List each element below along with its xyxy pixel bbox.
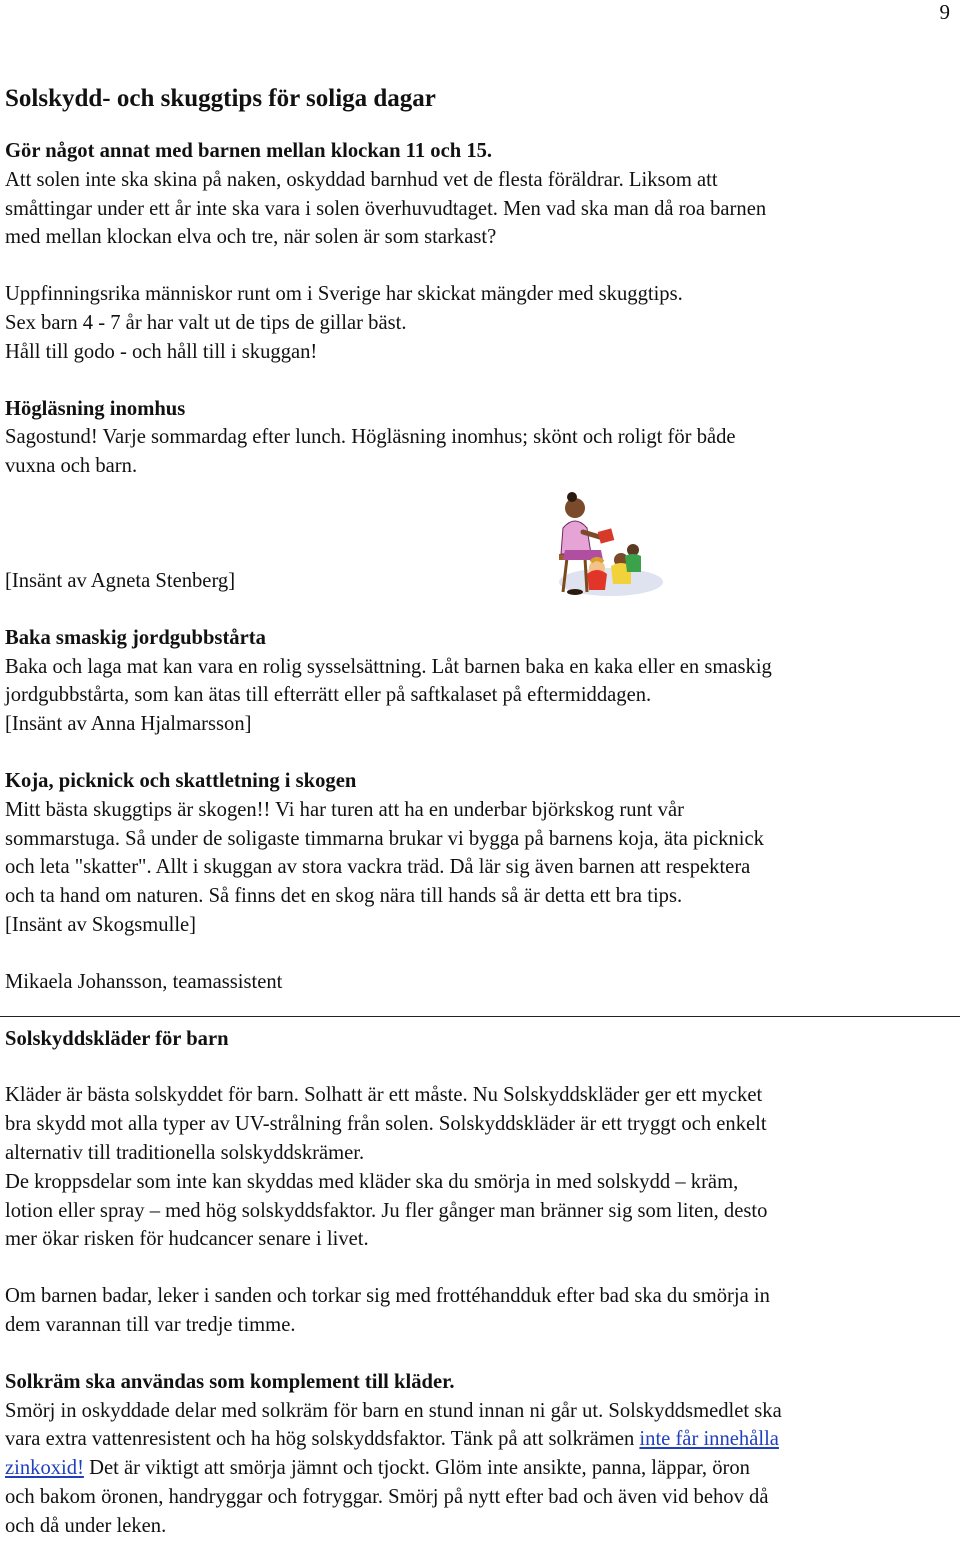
reading-teacher-with-children-icon <box>545 488 665 610</box>
intro-heading: Gör något annat med barnen mellan klockan 11 och 15. <box>5 140 493 162</box>
tip-line: Baka och laga mat kan vara en rolig sysselsättning. Låt barnen baka en kaka eller en smaskig <box>5 655 772 678</box>
cream-line: Smörj in oskyddade delar med solkräm för barn en stund innan ni går ut. Solskyddsmedlet ska <box>5 1399 782 1422</box>
document-body <box>5 83 955 1540</box>
cream-line: och bakom öronen, handryggar och fotryggar. Smörj på nytt efter bad och även vid behov då <box>5 1485 769 1508</box>
cream-line-text: vara extra vattenresistent och ha hög solskyddsfaktor. Tänk på att solkrämen <box>5 1428 640 1451</box>
cream-line-text: Det är viktigt att smörja jämnt och tjockt. Glöm inte ansikte, panna, läppar, öron <box>83 1457 750 1480</box>
page-title: Solskydd- och skuggtips för soliga dagar <box>5 85 436 112</box>
clothes-line: Om barnen badar, leker i sanden och torkar sig med frottéhandduk efter bad ska du smörja in <box>5 1285 770 1308</box>
cream-line: och då under leken. <box>5 1514 167 1537</box>
intro-line: Håll till godo - och håll till i skuggan! <box>5 340 318 363</box>
tip-line: sommarstuga. Så under de soligaste timmarna brukar vi bygga på barnens koja, äta picknick <box>5 827 764 850</box>
tip-heading: Högläsning inomhus <box>5 397 186 420</box>
tip-credit: [Insänt av Anna Hjalmarsson] <box>5 713 252 736</box>
zinc-oxide-link[interactable]: inte får innehålla <box>639 1428 779 1451</box>
clothes-line: Kläder är bästa solskyddet för barn. Solhatt är ett måste. Nu Solskyddskläder ger ett mycket <box>5 1084 763 1107</box>
author-signature: Mikaela Johansson, teamassistent <box>5 970 283 993</box>
tip-line: Sagostund! Varje sommardag efter lunch. Högläsning inomhus; skönt och roligt för både <box>5 426 736 449</box>
tip-credit: [Insänt av Agneta Stenberg] <box>5 569 236 592</box>
section-divider <box>0 1016 960 1017</box>
clothes-heading: Solskyddskläder för barn <box>5 1027 229 1050</box>
clothes-line: bra skydd mot alla typer av UV-strålning från solen. Solskyddskläder är ett tryggt och enkelt <box>5 1113 767 1136</box>
intro-line: Att solen inte ska skina på naken, oskyddad barnhud vet de flesta föräldrar. Liksom att <box>5 168 718 191</box>
tip-line: Mitt bästa skuggtips är skogen!! Vi har turen att ha en underbar björkskog runt vår <box>5 798 684 821</box>
clothes-line: mer ökar risken för hudcancer senare i livet. <box>5 1228 369 1251</box>
intro-line: med mellan klockan elva och tre, när solen är som starkast? <box>5 226 497 249</box>
clothes-line: De kroppsdelar som inte kan skyddas med kläder ska du smörja in med solskydd – kräm, <box>5 1170 739 1193</box>
tip-line: vuxna och barn. <box>5 455 138 478</box>
intro-line: Uppfinningsrika människor runt om i Sverige har skickat mängder med skuggtips. <box>5 283 683 306</box>
intro-line: småttingar under ett år inte ska vara i solen överhuvudtaget. Men vad ska man då roa barnen <box>5 197 767 220</box>
tip-heading: Baka smaskig jordgubbstårta <box>5 626 266 649</box>
clothes-line: lotion eller spray – med hög solskyddsfaktor. Ju fler gånger man bränner sig som liten, desto <box>5 1199 768 1222</box>
clothes-line: dem varannan till var tredje timme. <box>5 1313 296 1336</box>
zinc-oxide-link-continued[interactable]: zinkoxid! <box>5 1457 84 1480</box>
tip-line: och leta "skatter". Allt i skuggan av stora vackra träd. Då lär sig även barnen att respektera <box>5 856 751 879</box>
cream-line <box>5 1454 955 1483</box>
tip-heading: Koja, picknick och skattletning i skogen <box>5 769 357 792</box>
tip-line: jordgubbstårta, som kan ätas till efterrätt eller på saftkalaset på eftermiddagen. <box>5 684 652 707</box>
cream-line <box>5 1425 955 1454</box>
clothes-line: alternativ till traditionella solskyddskrämer. <box>5 1141 365 1164</box>
cream-heading: Solkräm ska användas som komplement till kläder. <box>5 1370 455 1393</box>
tip-credit: [Insänt av Skogsmulle] <box>5 913 197 936</box>
intro-line: Sex barn 4 - 7 år har valt ut de tips de gillar bäst. <box>5 311 407 334</box>
tip-line: och ta hand om naturen. Så finns det en skog nära till hands så är detta ett bra tips. <box>5 885 683 908</box>
page-number: 9 <box>939 0 950 24</box>
